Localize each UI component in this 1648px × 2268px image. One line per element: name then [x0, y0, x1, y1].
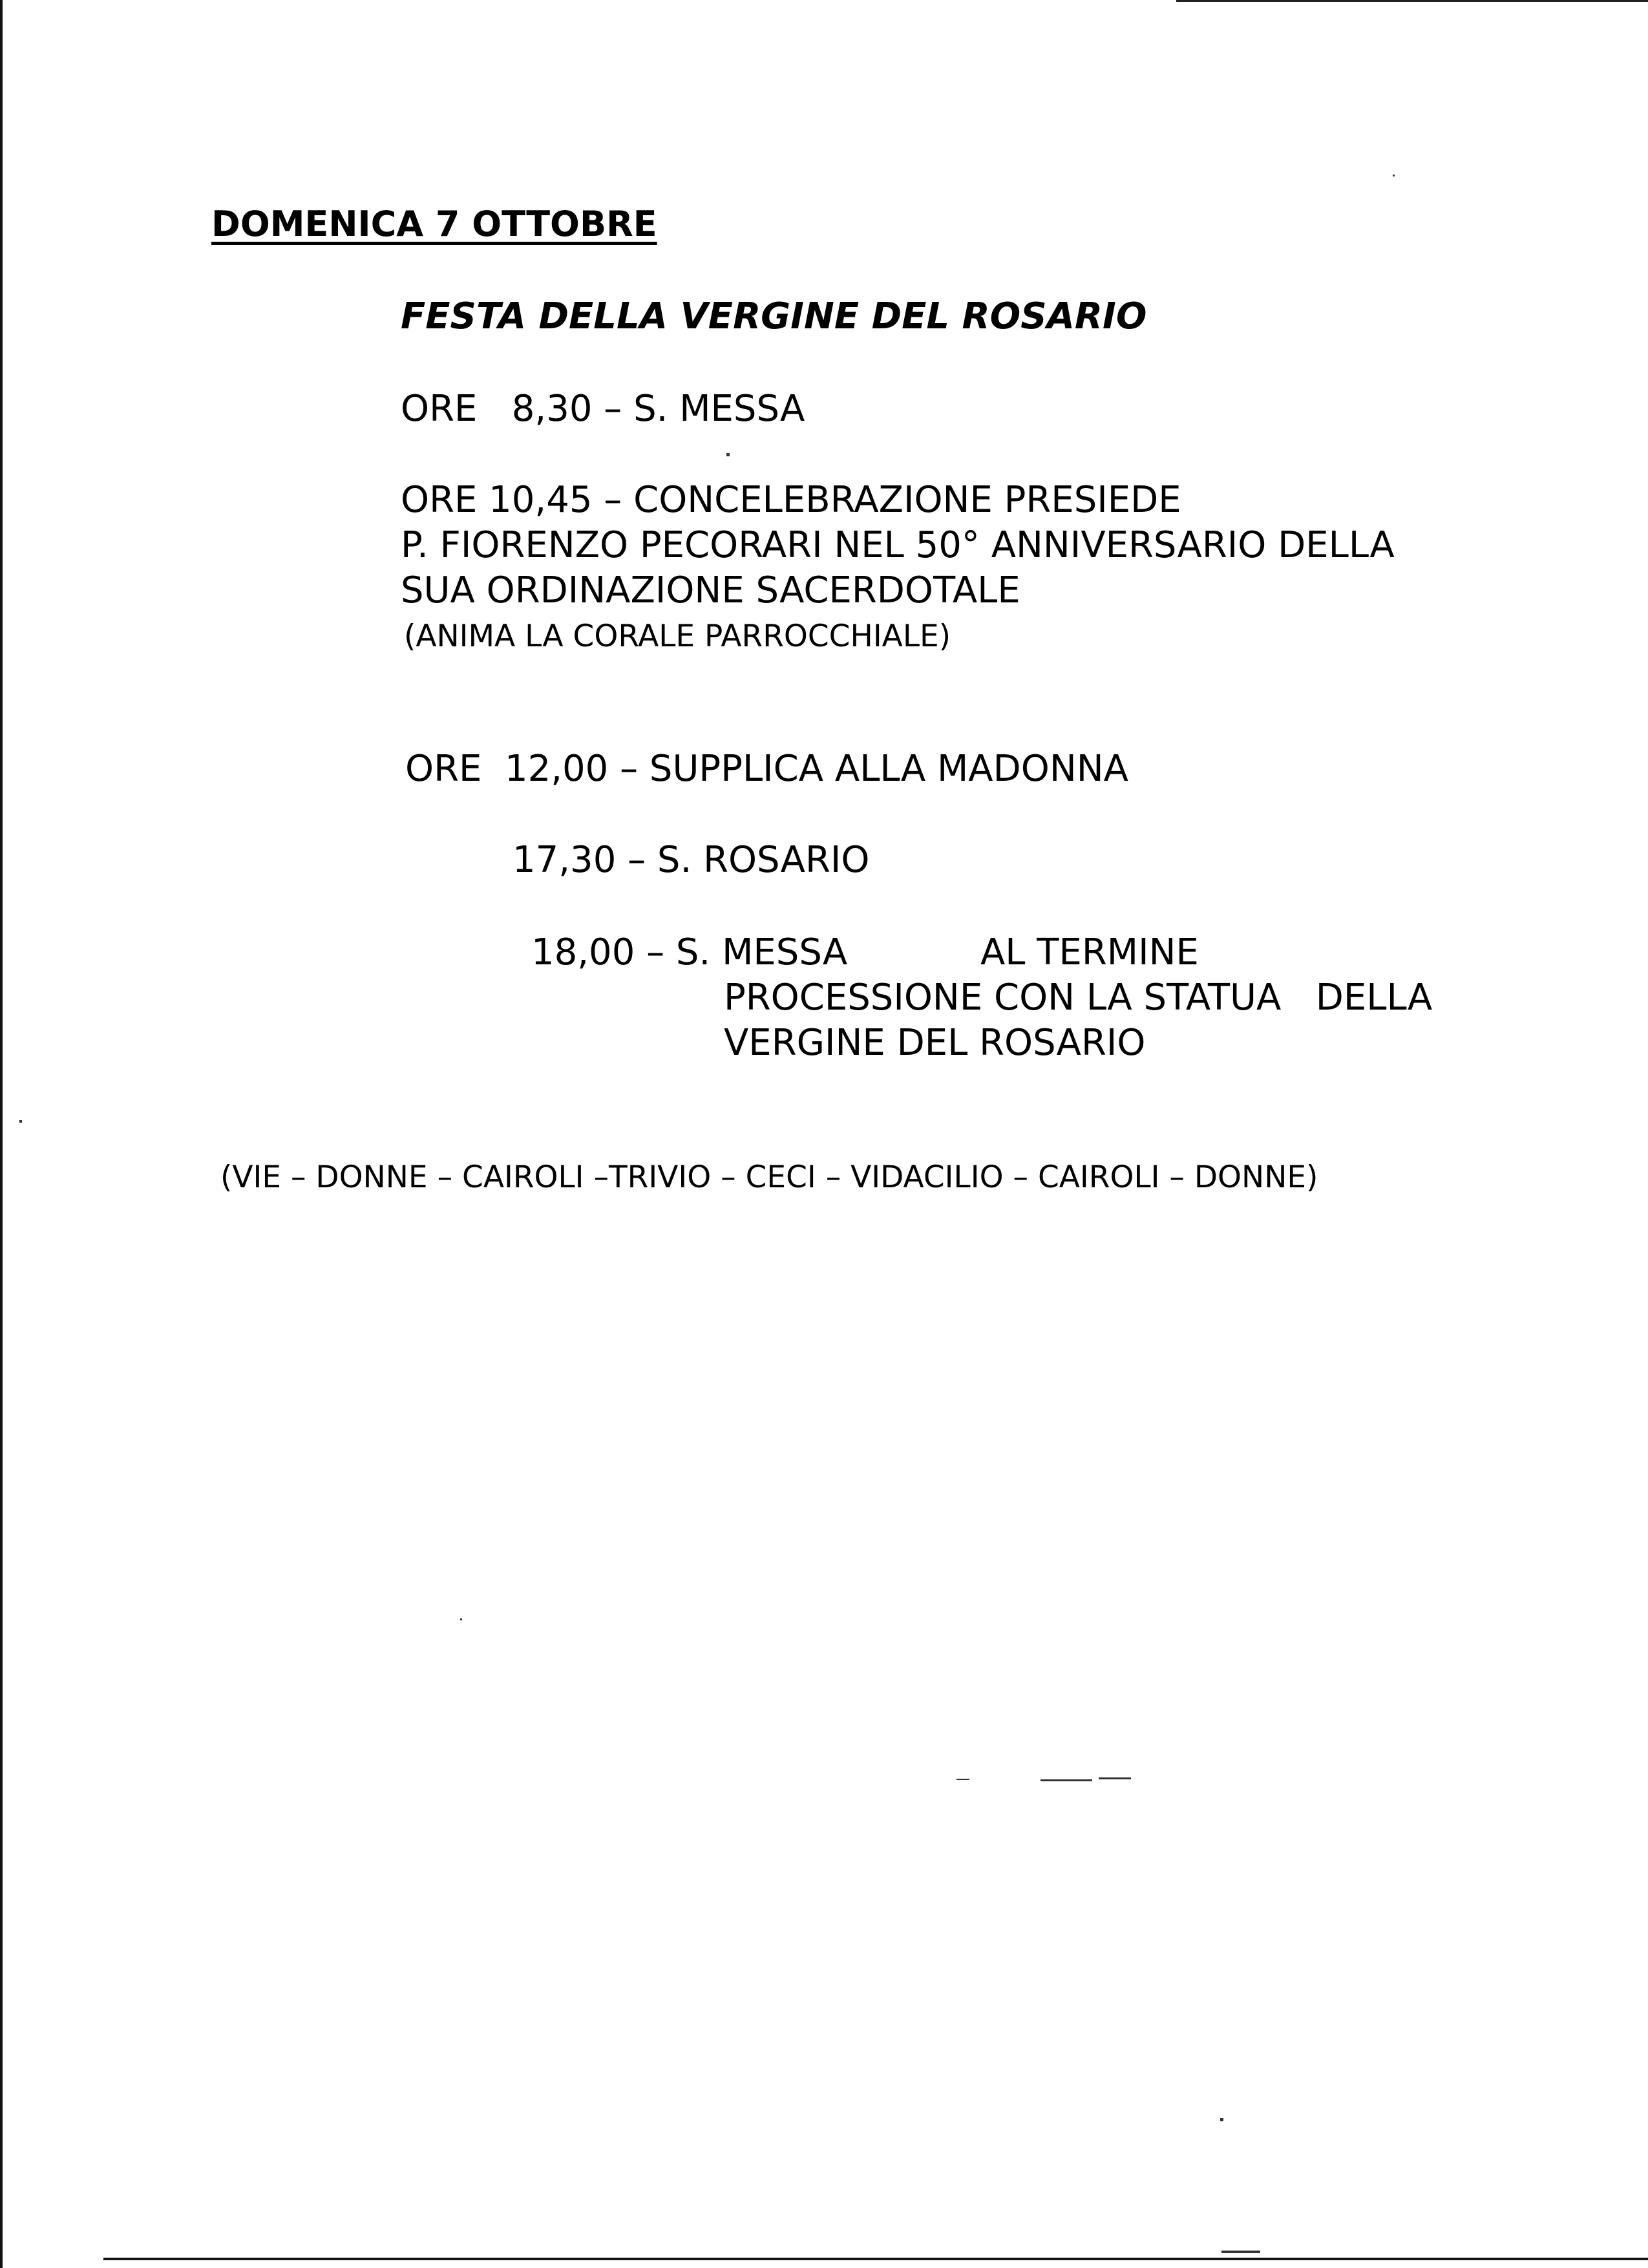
schedule-line-procession: PROCESSIONE CON LA STATUA DELLA: [724, 977, 1433, 1019]
scan-speck: [726, 453, 730, 456]
scan-edge-bottom: [103, 2258, 1648, 2260]
schedule-line-procession-virgin: VERGINE DEL ROSARIO: [724, 1022, 1146, 1064]
scan-speck: [1393, 175, 1395, 176]
schedule-line-1800: 18,00 – S. MESSA: [531, 931, 848, 973]
scan-edge-left: [0, 0, 3, 2268]
scan-speck: [1099, 1777, 1131, 1779]
scan-speck: [1220, 2118, 1223, 2121]
scan-speck: [1221, 2251, 1260, 2253]
scan-speck: [19, 1120, 22, 1123]
schedule-line-1730: 17,30 – S. ROSARIO: [512, 839, 870, 881]
schedule-line-1045: ORE 10,45 – CONCELEBRAZIONE PRESIEDE: [401, 479, 1181, 521]
procession-route: (VIE – DONNE – CAIROLI –TRIVIO – CECI – VIDACILIO – CAIROLI – DONNE): [220, 1160, 1318, 1195]
scan-speck: [460, 1618, 462, 1620]
schedule-line-1045-ordination: SUA ORDINAZIONE SACERDOTALE: [401, 569, 1020, 611]
schedule-line-1045-choir: (ANIMA LA CORALE PARROCCHIALE): [404, 619, 951, 654]
event-title: FESTA DELLA VERGINE DEL ROSARIO: [401, 295, 1147, 337]
schedule-line-0830: ORE 8,30 – S. MESSA: [401, 388, 805, 430]
scan-speck: [956, 1779, 969, 1780]
page-heading: DOMENICA 7 OTTOBRE: [211, 204, 657, 244]
scan-edge-top: [1176, 0, 1648, 2]
scan-speck: [1041, 1779, 1092, 1781]
schedule-line-1045-celebrant: P. FIORENZO PECORARI NEL 50° ANNIVERSARIO DELLA: [401, 524, 1395, 566]
schedule-line-1200: ORE 12,00 – SUPPLICA ALLA MADONNA: [405, 748, 1128, 790]
schedule-line-1800-after: AL TERMINE: [980, 931, 1199, 973]
